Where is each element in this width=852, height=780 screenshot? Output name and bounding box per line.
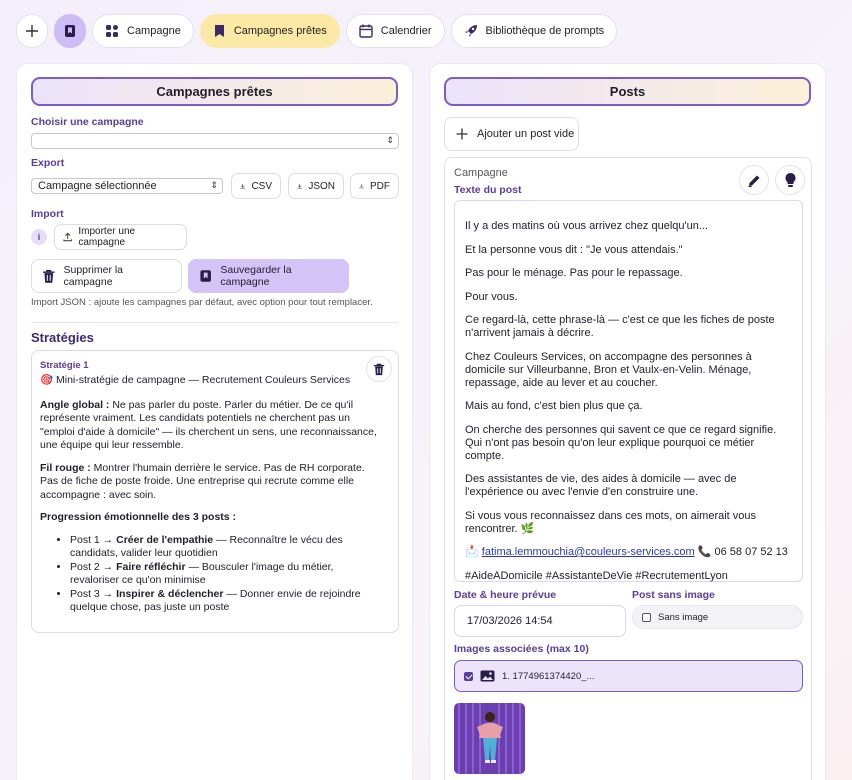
contact-line <box>465 546 792 559</box>
trash-icon <box>42 269 56 284</box>
post-paragraph: Ce regard-là, cette phrase-là — c'est ce que les fiches de poste n'arrivent jamais à décrire. <box>465 314 775 339</box>
tab-campagnes-pretes[interactable] <box>200 14 340 48</box>
no-image-label: Post sans image <box>632 589 715 601</box>
post-paragraph: Pas pour le ménage. Pas pour le repassage. <box>465 267 683 279</box>
post-paragraph: Pour vous. <box>465 290 518 303</box>
save-campaign-button[interactable] <box>188 259 349 293</box>
divider <box>31 322 398 323</box>
tab-calendrier-label: Calendrier <box>380 25 432 37</box>
campaign-select[interactable] <box>31 133 399 149</box>
list-item <box>70 534 380 561</box>
post-text-label: Texte du post <box>454 184 522 196</box>
tab-campagne-label: Campagne <box>127 25 181 37</box>
plus-icon <box>456 128 468 140</box>
import-campaign-label: Importer une campagne <box>78 226 136 248</box>
fil-rouge-paragraph <box>40 462 380 503</box>
export-pdf-label: PDF <box>370 180 390 192</box>
tab-calendrier[interactable] <box>346 14 445 48</box>
export-json-label: JSON <box>308 180 335 192</box>
person-photo-thumbnail <box>454 703 525 774</box>
post-paragraph: Et la personne vous dit : "Je vous attendais." <box>465 243 683 256</box>
no-image-option-label: Sans image <box>658 611 709 623</box>
post-description: — Donner envie de rejoindre quelque chose, pas juste un poste <box>70 587 361 613</box>
images-label: Images associées (max 10) <box>454 643 589 655</box>
image-icon <box>480 670 495 682</box>
upload-icon <box>63 232 72 242</box>
import-hint: Import JSON : ajoute les campagnes par défaut, avec option pour tout remplacer. <box>31 297 373 308</box>
post-card <box>444 157 812 780</box>
image-filename: 1. 1774961374420_... <box>502 670 595 682</box>
download-icon <box>297 181 302 191</box>
download-icon <box>359 181 364 191</box>
lightbulb-icon <box>784 172 797 189</box>
new-button[interactable] <box>16 14 48 48</box>
grid-icon <box>105 24 119 38</box>
post-prefix: Post 2 → <box>70 560 117 573</box>
strategy-subtitle: 🎯 Mini-stratégie de campagne — Recrutement Couleurs Services <box>40 374 351 386</box>
campaign-label: Campagne <box>454 167 508 179</box>
choose-campaign-label: Choisir une campagne <box>31 116 144 128</box>
ideas-button[interactable] <box>775 165 805 195</box>
delete-campaign-label: Supprimer la campagne <box>63 264 124 288</box>
contact-phone: 06 58 07 52 13 <box>714 546 788 558</box>
progression-title: Progression émotionnelle des 3 posts : <box>40 511 237 523</box>
no-image-toggle[interactable] <box>632 605 803 629</box>
fil-rouge-text: Montrer l'humain derrière le service. Pas de RH corporate. Pas de fiche de poste froide. Une entreprise qui recrute comme elle accompagne : avec soin. <box>40 461 365 501</box>
post-paragraph: Mais au fond, c'est bien plus que ça. <box>465 400 643 412</box>
date-time-value: 17/03/2026 14:54 <box>467 615 553 627</box>
angle-paragraph <box>40 399 380 453</box>
post-prefix: Post 3 → <box>70 587 117 600</box>
post-text-area[interactable] <box>454 200 803 582</box>
post-prefix: Post 1 → <box>70 533 117 546</box>
post-paragraph: Des assistantes de vie, des aides à domicile — avec de l'expérience ou avec l'envie d'en construire une. <box>465 473 737 498</box>
add-empty-post-button[interactable] <box>444 117 579 151</box>
plus-icon <box>25 24 39 38</box>
tab-bibliotheque-label: Bibliothèque de prompts <box>485 25 605 37</box>
image-list-item[interactable] <box>454 660 803 692</box>
tab-bibliotheque[interactable] <box>451 14 618 48</box>
import-campaign-button[interactable] <box>54 224 187 250</box>
chevron-updown-icon: ⇕ <box>210 180 218 190</box>
export-scope-value: Campagne sélectionnée <box>38 180 157 192</box>
panel-title: Posts <box>444 77 811 106</box>
envelope-icon: 📩 <box>465 546 479 558</box>
post-description: — Reconnaître le vécu des candidats, valider leur quotidien <box>70 533 343 559</box>
bookmark-icon <box>199 269 212 283</box>
angle-label: Angle global : <box>40 398 110 411</box>
bookmark-icon <box>63 24 77 38</box>
no-image-checkbox[interactable] <box>642 613 651 622</box>
posts-panel <box>429 63 826 780</box>
panel-title: Campagnes prêtes <box>31 77 398 106</box>
import-label: Import <box>31 208 64 220</box>
bookmark-icon <box>213 24 226 38</box>
top-navigation <box>16 14 617 48</box>
strategy-title: Stratégie 1 <box>40 360 89 371</box>
date-label: Date & heure prévue <box>454 589 557 601</box>
export-csv-button[interactable] <box>231 173 281 199</box>
post-paragraph: Si vous vous reconnaissez dans ces mots, on aimerait vous rencontrer. 🌿 <box>465 509 757 535</box>
post-paragraph: On cherche des personnes qui savent ce que ce regard signifie. Qui n'ont pas besoin qu'on leur explique pourquoi ce métier compte. <box>465 423 777 462</box>
post-description: — Bousculer l'image du métier, revaloriser ce qu'on minimise <box>70 560 334 586</box>
chevron-updown-icon: ⇕ <box>386 135 394 145</box>
campagnes-pretes-panel <box>16 63 413 780</box>
image-checkbox[interactable] <box>464 672 473 681</box>
info-icon[interactable] <box>31 229 47 245</box>
image-thumbnail[interactable] <box>454 703 525 774</box>
download-icon <box>240 181 245 191</box>
export-json-button[interactable] <box>288 173 344 199</box>
edit-post-button[interactable] <box>739 165 769 195</box>
save-campaign-label: Sauvegarder la campagne <box>220 264 292 288</box>
post-goal: Faire réfléchir <box>116 560 186 573</box>
export-csv-label: CSV <box>251 180 272 192</box>
add-empty-post-label: Ajouter un post vide <box>477 128 575 140</box>
export-label: Export <box>31 157 65 169</box>
post-goal: Inspirer & déclencher <box>116 587 224 600</box>
angle-text: Ne pas parler du poste. Parler du métier. De ce qu'il représente vraiment. Les candidats potentiels ne cherchent pas un "emploi d'aide à domicile" — ils cherchent un sens, une reconnaissance, une équipe qui leur ressemble. <box>40 398 377 451</box>
posts-list <box>40 534 380 615</box>
saved-button[interactable] <box>54 14 86 48</box>
post-paragraph: Il y a des matins où vous arrivez chez quelqu'un... <box>465 220 709 232</box>
phone-icon: 📞 <box>697 546 712 558</box>
strategies-title: Stratégies <box>31 330 94 345</box>
date-time-input[interactable] <box>454 605 626 637</box>
post-paragraph: Chez Couleurs Services, on accompagne des personnes à domicile sur Villeurbanne, Bron et Vaulx-en-Velin. Ménage, repassage, aide au lever et au coucher. <box>465 350 752 389</box>
tab-campagnes-pretes-label: Campagnes prêtes <box>233 25 327 37</box>
contact-email-link[interactable]: fatima.lemmouchia@couleurs-services.com <box>481 546 695 558</box>
strategy-card <box>31 350 399 633</box>
fil-rouge-label: Fil rouge : <box>40 461 91 474</box>
delete-campaign-button[interactable] <box>31 259 182 293</box>
tab-campagne[interactable] <box>92 14 194 48</box>
post-goal: Créer de l'empathie <box>116 533 214 546</box>
pencil-icon <box>747 173 762 188</box>
rocket-icon <box>464 24 478 38</box>
export-pdf-button[interactable] <box>350 173 399 199</box>
calendar-icon <box>359 24 373 38</box>
list-item <box>70 561 380 588</box>
list-item <box>70 588 380 615</box>
export-scope-select[interactable] <box>31 178 223 194</box>
hashtags: #AideADomicile #AssistanteDeVie #RecrutementLyon <box>465 569 728 582</box>
info-icon-glyph: i <box>37 232 41 242</box>
